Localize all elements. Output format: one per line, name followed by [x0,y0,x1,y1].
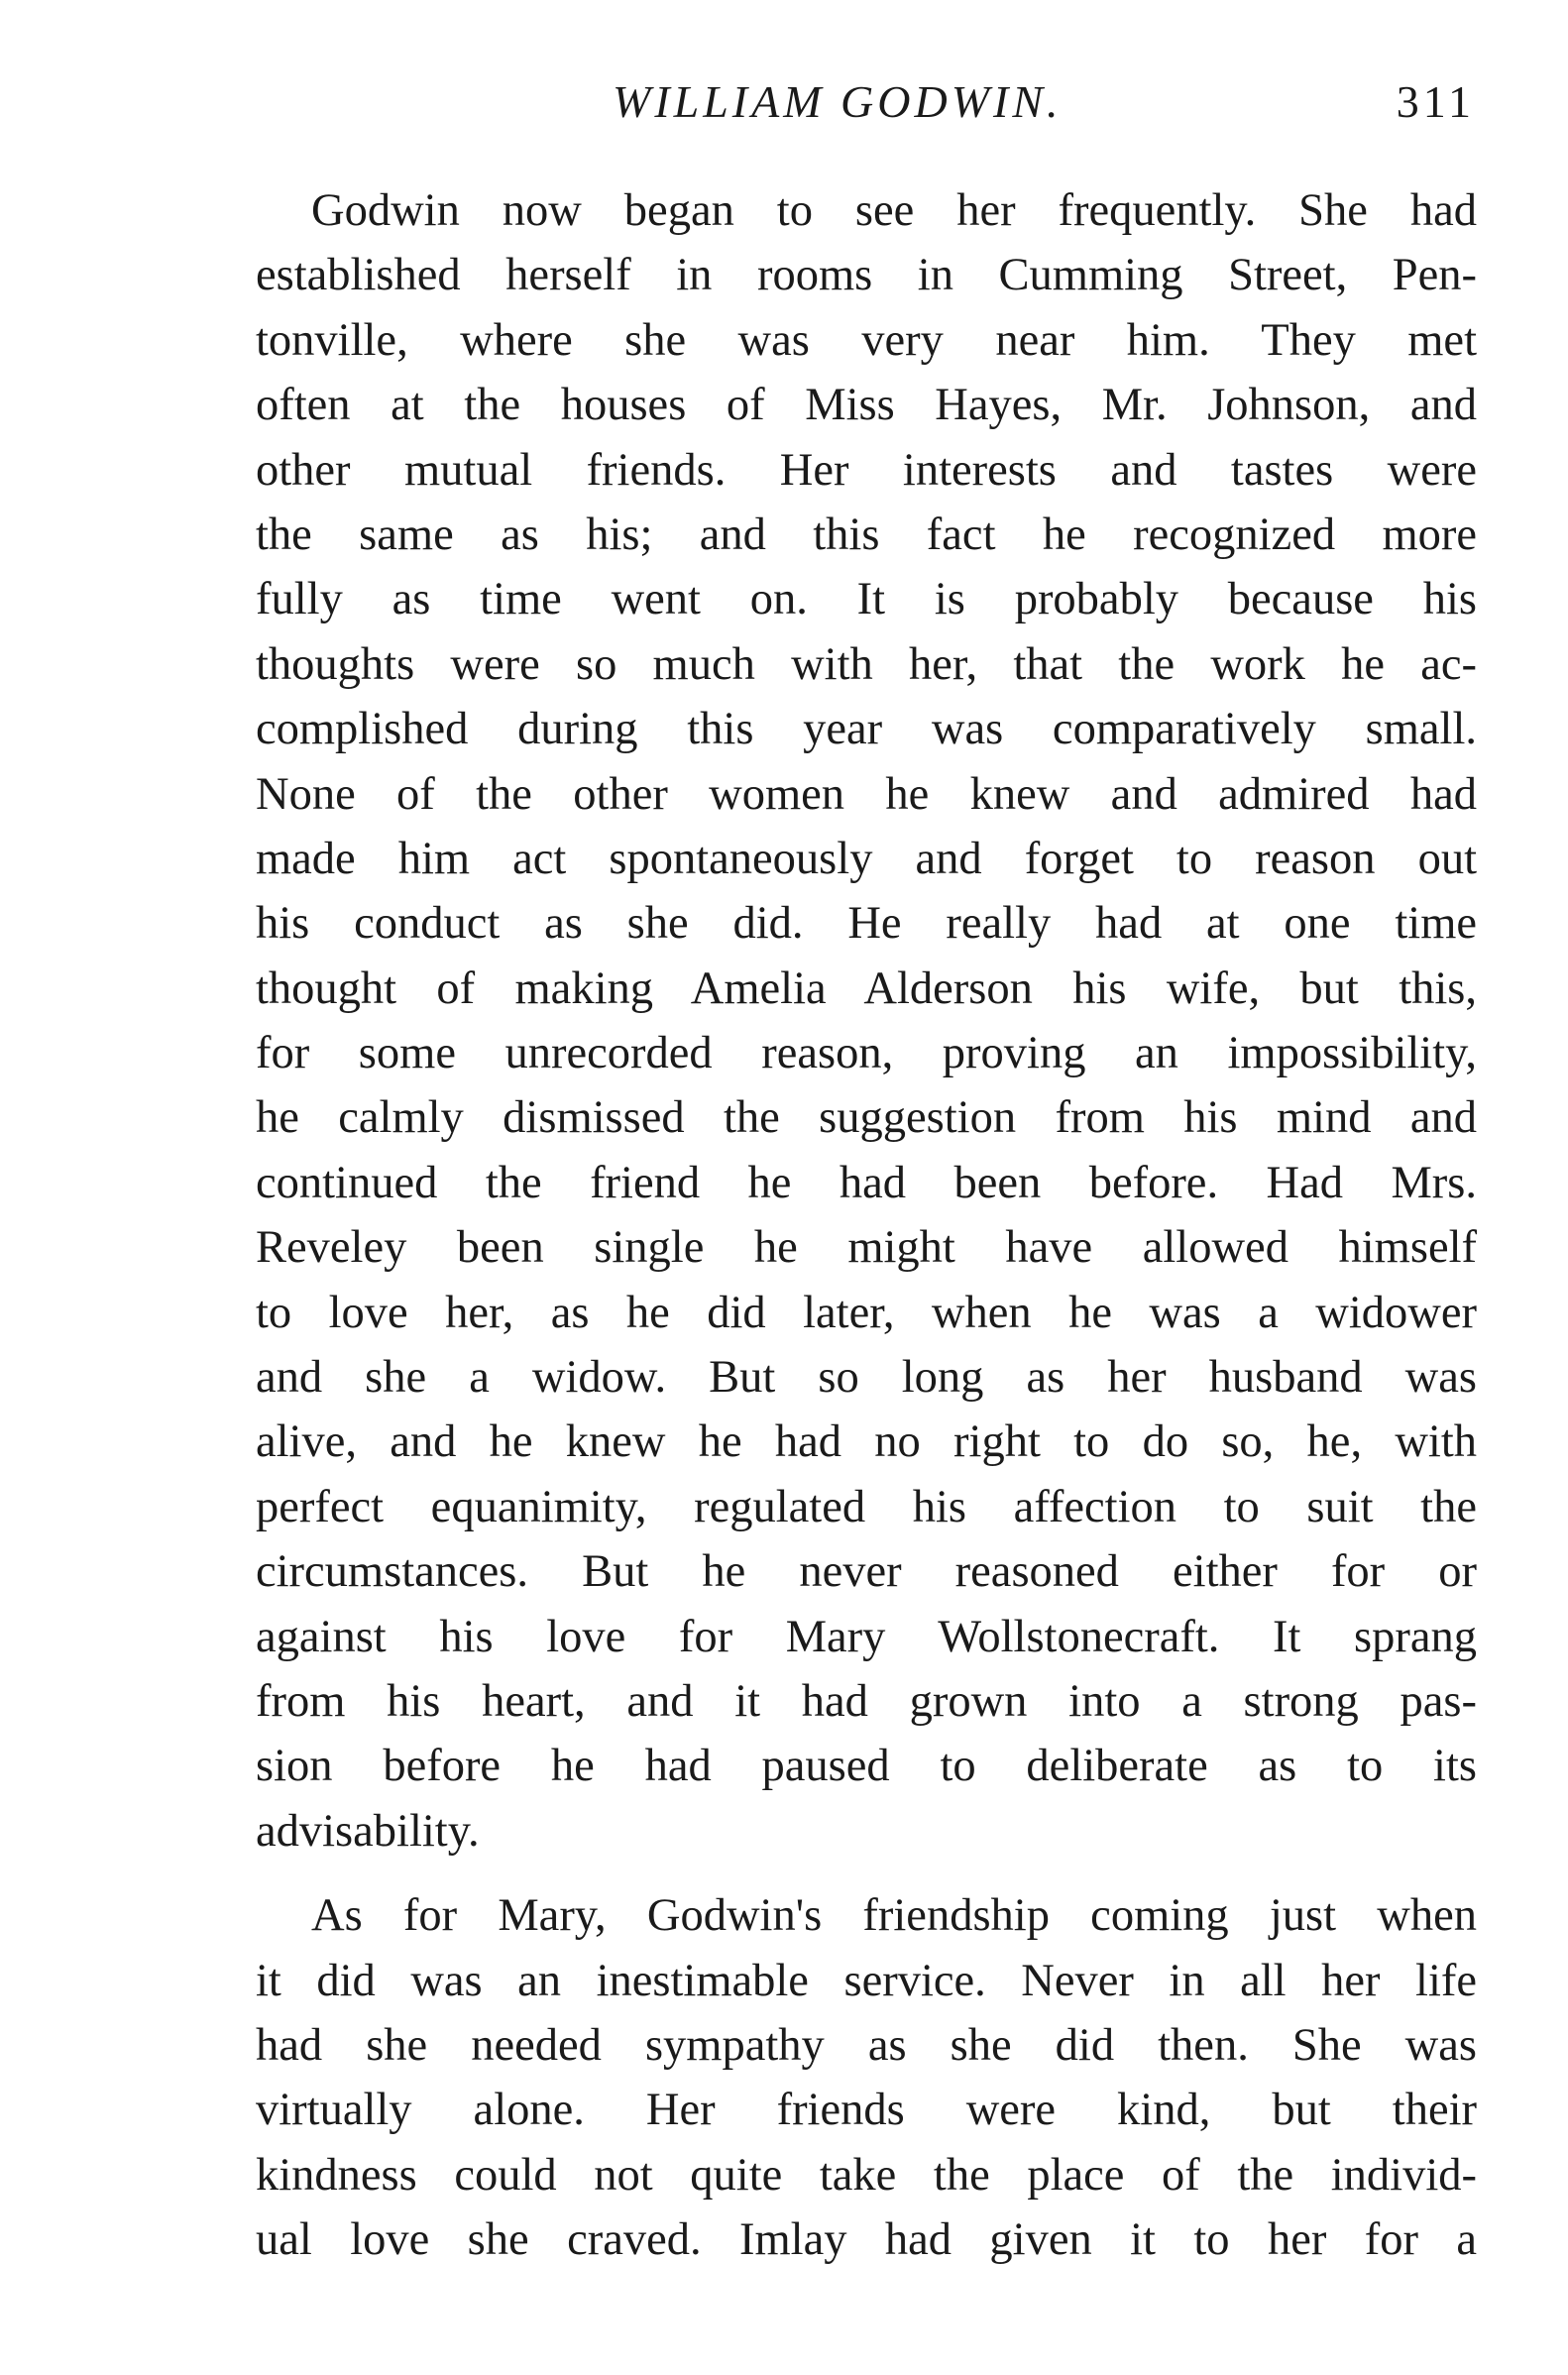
text-line: continued the friend he had been before. Had Mrs. [256,1157,1477,1208]
text-line: ual love she craved. Imlay had given it to her for a [256,2214,1477,2266]
text-line: for some unrecorded reason, proving an impossibility, [256,1028,1477,1079]
paragraph-gap [256,1864,1477,1883]
text-line: and she a widow. But so long as her husband was [256,1352,1477,1404]
text-line: sion before he had paused to deliberate as to its [256,1741,1477,1792]
text-line: virtually alone. Her friends were kind, but their [256,2085,1477,2136]
running-title: WILLIAM GODWIN. [613,76,1063,127]
text-line: Godwin now began to see her frequently. She had [311,185,1477,236]
text-line: perfect equanimity, regulated his affection to suit the [256,1481,1477,1532]
text-line: other mutual friends. Her interests and tastes were [256,444,1477,496]
text-line: against his love for Mary Wollstonecraft. It sprang [256,1611,1477,1662]
body-text [256,178,1477,2273]
page-number: 311 [1396,76,1475,127]
text-line: Reveley been single he might have allowed himself [256,1222,1477,1274]
paragraph-1 [256,178,1477,1864]
text-line: made him act spontaneously and forget to reason out [256,833,1477,884]
text-line: complished during this year was comparatively small. [256,704,1477,755]
text-line: often at the houses of Miss Hayes, Mr. Johnson, and [256,380,1477,431]
text-line: the same as his; and this fact he recognized more [256,509,1477,560]
text-line: advisability. [256,1805,480,1857]
text-line: he calmly dismissed the suggestion from his mind and [256,1092,1477,1144]
paragraph-2 [256,1883,1477,2272]
text-line: tonville, where she was very near him. They met [256,314,1477,366]
text-line: to love her, as he did later, when he was a widower [256,1287,1477,1338]
running-head [256,75,1475,135]
text-line: alive, and he knew he had no right to do so, he, with [256,1416,1477,1468]
text-line: had she needed sympathy as she did then. She was [256,2019,1477,2071]
text-line: thoughts were so much with her, that the work he ac- [256,638,1477,690]
text-line: established herself in rooms in Cumming Street, Pen- [256,250,1477,301]
text-line: his conduct as she did. He really had at one time [256,898,1477,950]
text-line: kindness could not quite take the place of the individ- [256,2149,1477,2201]
text-line: As for Mary, Godwin's friendship coming just when [311,1890,1477,1942]
text-line: it did was an inestimable service. Never in all her life [256,1955,1477,2006]
text-line: circumstances. But he never reasoned either for or [256,1546,1477,1598]
text-line: thought of making Amelia Alderson his wife, but this, [256,962,1477,1014]
text-line: fully as time went on. It is probably because his [256,574,1477,625]
text-line: None of the other women he knew and admired had [256,768,1477,820]
text-line: from his heart, and it had grown into a strong pas- [256,1675,1477,1727]
